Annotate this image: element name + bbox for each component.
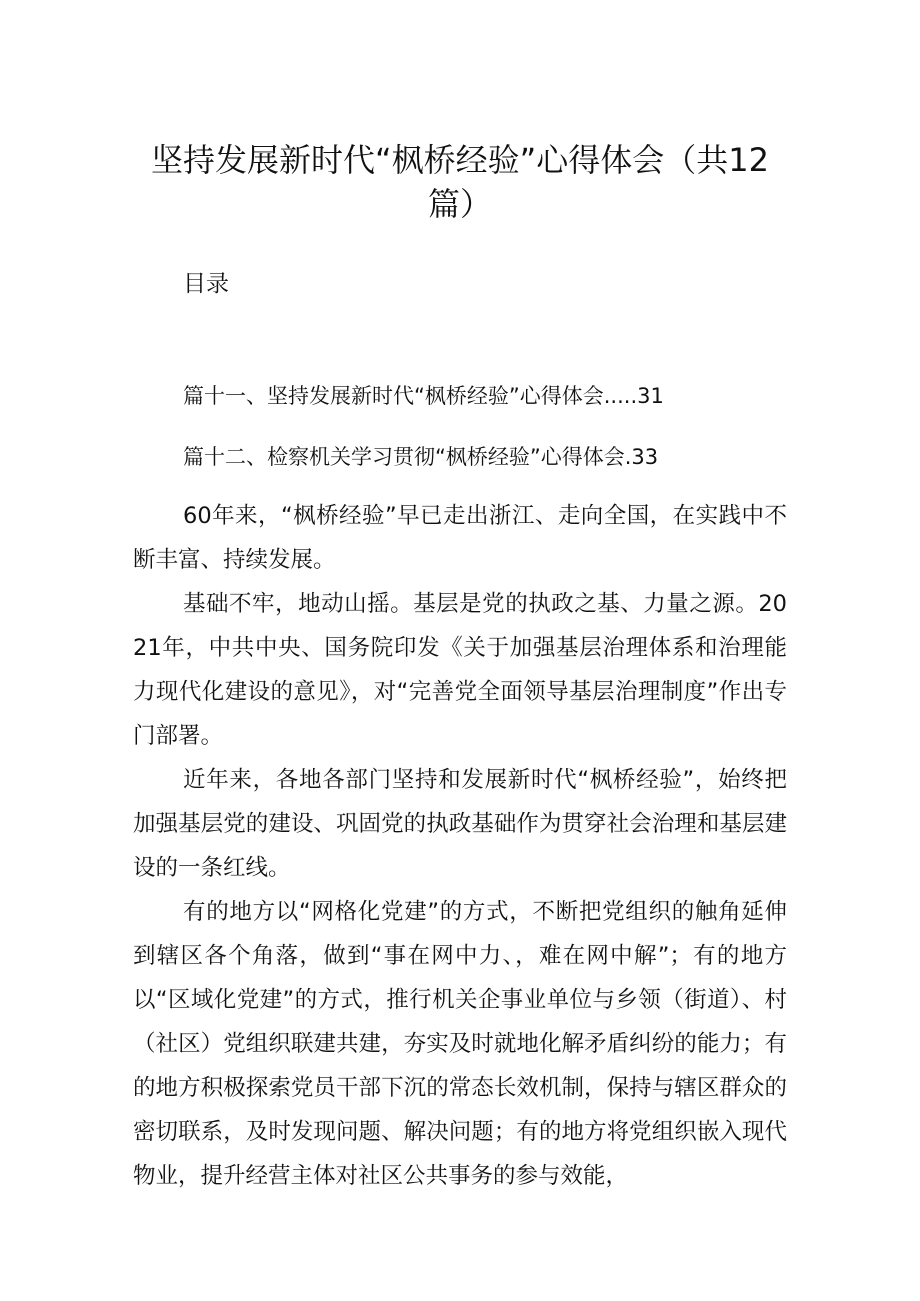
paragraph: 有的地方以“网格化党建”的方式，不断把党组织的触角延伸到辖区各个角落，做到“事在网中力、，难在网中解”；有的地方以“区域化党建”的方式，推行机关企事业单位与乡领（街道）、村（社区）党组织联建共建，夯实及时就地化解矛盾纠纷的能力；有的地方积极探索党员干部下沉的常态长效机制，保持与辖区群众的密切联系，及时发现问题、解决问题；有的地方将党组织嵌入现代物业，提升经营主体对社区公共事务的参与效能， [133, 899, 787, 1189]
toc-entry-12[interactable]: 篇十二、检察机关学习贯彻“枫桥经验”心得体会.33 [183, 445, 659, 469]
table-of-contents [183, 378, 803, 500]
paragraph: 基础不牢，地动山摇。基层是党的执政之基、力量之源。2021年，中共中央、国务院印发《关于加强基层治理体系和治理能力现代化建设的意见》，对“完善党全面领导基层治理制度”作出专门部署。 [133, 591, 787, 749]
toc-heading: 目录 [183, 271, 229, 297]
toc-entry-11[interactable]: 篇十一、坚持发展新时代“枫桥经验”心得体会.....31 [183, 384, 664, 408]
document-title: 坚持发展新时代“枫桥经验”心得体会（共12篇） [151, 141, 769, 223]
paragraph: 60年来，“枫桥经验”早已走出浙江、走向全国，在实践中不断丰富、持续发展。 [133, 503, 787, 573]
document-body [133, 494, 787, 1198]
paragraph: 近年来，各地各部门坚持和发展新时代“枫桥经验”，始终把加强基层党的建设、巩固党的执政基础作为贯穿社会治理和基层建设的一条红线。 [133, 767, 787, 881]
